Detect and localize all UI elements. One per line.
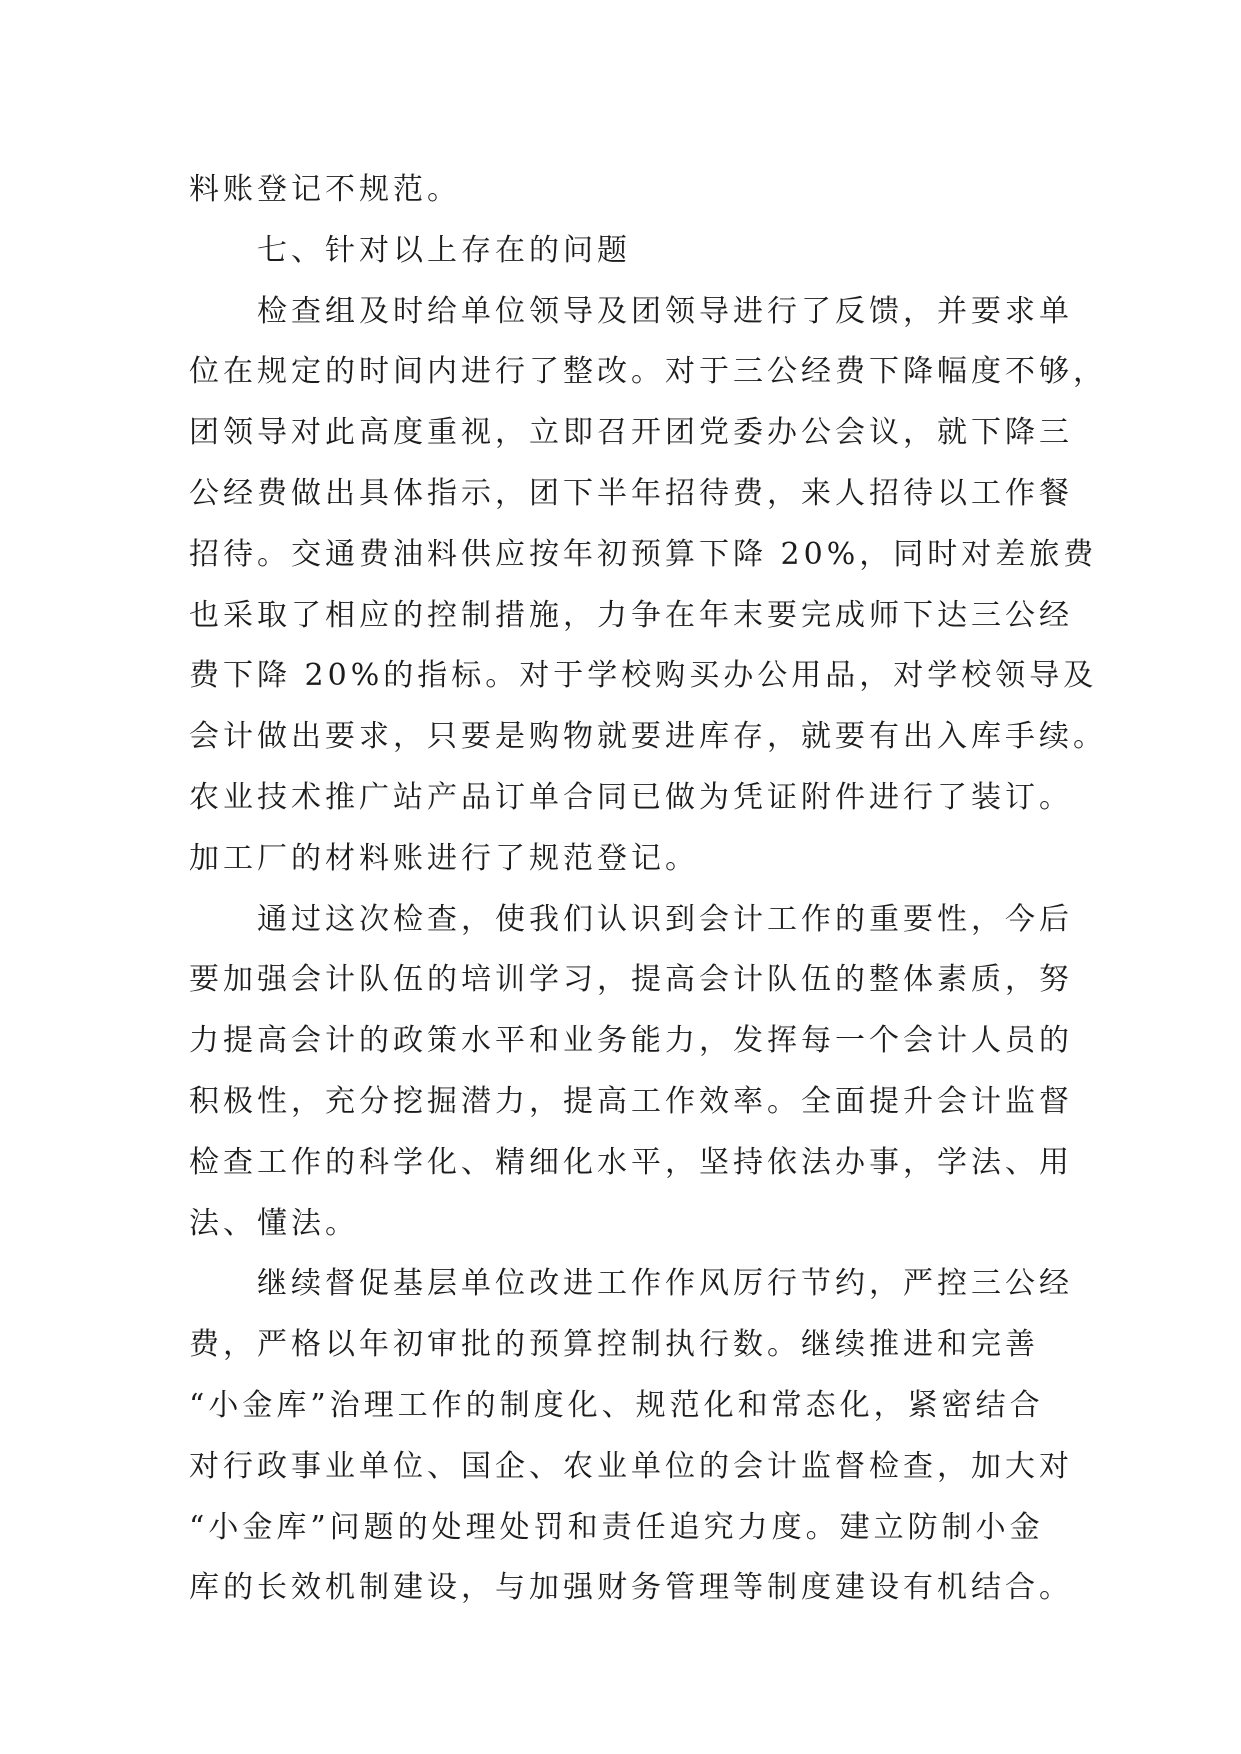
text-line: 对行政事业单位、国企、农业单位的会计监督检查，加大对 [189,1448,1073,1484]
text-line: 费，严格以年初审批的预算控制执行数。继续推进和完善 [189,1327,1039,1363]
text-line: 也采取了相应的控制措施，力争在年末要完成师下达三公经 [189,597,1073,633]
text-line: 会计做出要求，只要是购物就要进库存，就要有出入库手续。 [189,719,1107,755]
text-line: “小金库”治理工作的制度化、规范化和常态化，紧密结合 [189,1387,1044,1423]
section-heading: 七、针对以上存在的问题 [257,232,631,268]
text-line: 要加强会计队伍的培训学习，提高会计队伍的整体素质，努 [189,962,1073,998]
text-line: 继续督促基层单位改进工作作风厉行节约，严控三公经 [257,1266,1073,1302]
text-line: 力提高会计的政策水平和业务能力，发挥每一个会计人员的 [189,1023,1073,1059]
text-line: 加工厂的材料账进行了规范登记。 [189,840,699,876]
text-line: 积极性，充分挖掘潜力，提高工作效率。全面提升会计监督 [189,1083,1073,1119]
text-line: 农业技术推广站产品订单合同已做为凭证附件进行了装订。 [189,779,1073,815]
text-line: 公经费做出具体指示，团下半年招待费，来人招待以工作餐 [189,475,1073,511]
text-line: 招待。交通费油料供应按年初预算下降 20%，同时对差旅费 [189,536,1098,572]
text-line: 料账登记不规范。 [189,172,461,207]
text-line: “小金库”问题的处理处罚和责任追究力度。建立防制小金 [189,1509,1044,1545]
text-line: 团领导对此高度重视，立即召开团党委办公会议，就下降三 [189,415,1073,451]
text-line: 位在规定的时间内进行了整改。对于三公经费下降幅度不够， [189,354,1107,390]
text-line: 库的长效机制建设，与加强财务管理等制度建设有机结合。 [189,1570,1073,1606]
text-line: 费下降 20%的指标。对于学校购买办公用品，对学校领导及 [189,658,1098,694]
text-line: 检查工作的科学化、精细化水平，坚持依法办事，学法、用 [189,1144,1073,1180]
document-body [189,160,1107,1619]
text-line: 法、懂法。 [189,1205,359,1241]
text-line: 通过这次检查，使我们认识到会计工作的重要性，今后 [257,901,1073,937]
text-line: 检查组及时给单位领导及团领导进行了反馈，并要求单 [257,293,1073,329]
